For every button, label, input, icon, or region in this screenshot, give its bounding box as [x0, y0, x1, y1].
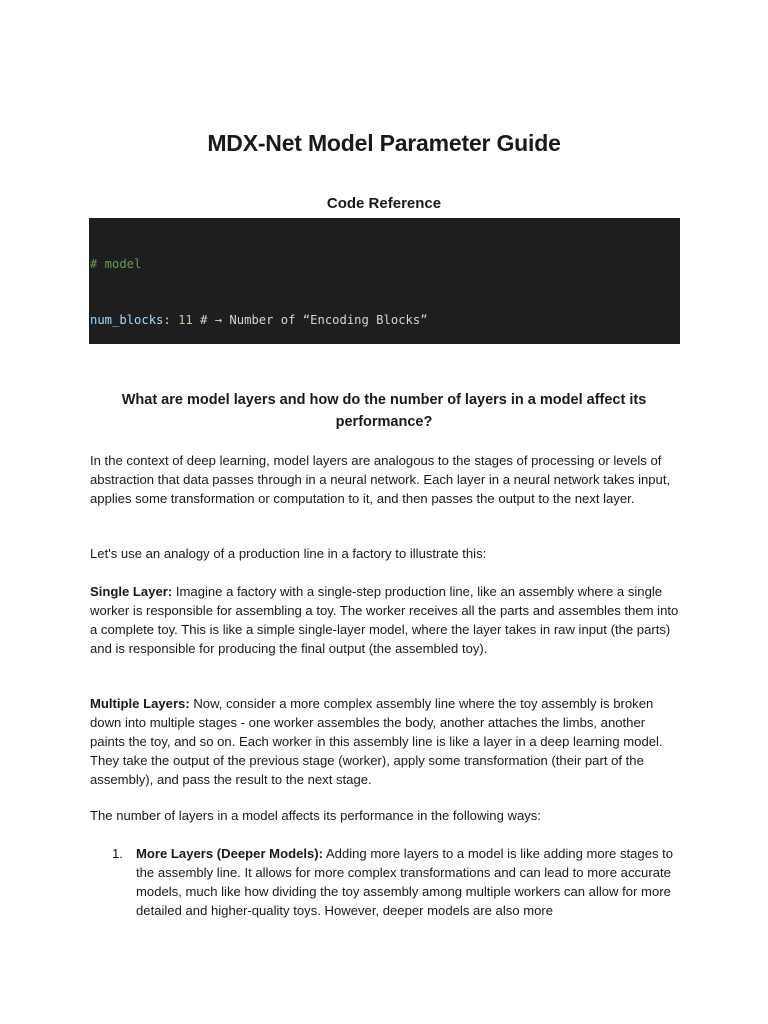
question-heading: What are model layers and how do the number of layers in a model affect its performance?: [121, 392, 647, 430]
code-line-1: [90, 255, 680, 274]
paragraph-performance-intro: The number of layers in a model affects its performance in the following ways:: [90, 808, 541, 823]
code-comment: # model: [90, 257, 142, 272]
single-layer-text: Imagine a factory with a single-step production line, like an assembly where a single worker is responsible for assembling a toy. The worker receives all the parts and assembles them into a complete toy. This is like a simple single-layer model, where the layer takes in raw input (the parts) and is responsible for producing the final output (the assembled toy).: [90, 584, 679, 656]
paragraph-single-layer: [90, 582, 680, 658]
code-line-2: [90, 311, 680, 330]
code-comment: # → Number of “Encoding Blocks”: [192, 312, 428, 327]
code-key: num_blocks: [90, 312, 164, 327]
paragraph-multiple-layers: [90, 694, 680, 789]
list-item-text: Adding more layers to a model is like adding more stages to the assembly line. It allows for more complex transformations and can lead to more accurate models, much like how dividing the toy assembly among multiple workers can allow for more detailed and higher-quality toys. However, deeper models are also more: [136, 846, 674, 918]
paragraph-analogy: Let's use an analogy of a production line in a factory to illustrate this:: [90, 546, 487, 561]
list-item-label: More Layers (Deeper Models):: [136, 846, 324, 861]
paragraph-intro: In the context of deep learning, model layers are analogous to the stages of processing or levels of abstraction that data passes through in a neural network. Each layer in a neural network takes input, applies some transformation or computation to it, and then passes the output to the next layer.: [90, 453, 671, 506]
code-reference-heading: Code Reference: [326, 195, 442, 212]
code-block: [89, 218, 680, 344]
code-value: 11: [178, 312, 193, 327]
list-item-body: [136, 844, 681, 920]
page-title: MDX-Net Model Parameter Guide: [207, 130, 561, 156]
single-layer-label: Single Layer:: [90, 584, 173, 599]
code-separator: :: [163, 312, 179, 327]
multiple-layers-text: Now, consider a more complex assembly line where the toy assembly is broken down into multiple stages - one worker assembles the body, another attaches the limbs, another paints the toy, and so on. Each worker in this assembly line is like a layer in a deep learning model. They take the output of the previous stage (worker), apply some transformation (their part of the assembly), and pass the result to the next stage.: [90, 696, 663, 787]
list-item-number: 1.: [112, 846, 123, 861]
multiple-layers-label: Multiple Layers:: [90, 696, 190, 711]
